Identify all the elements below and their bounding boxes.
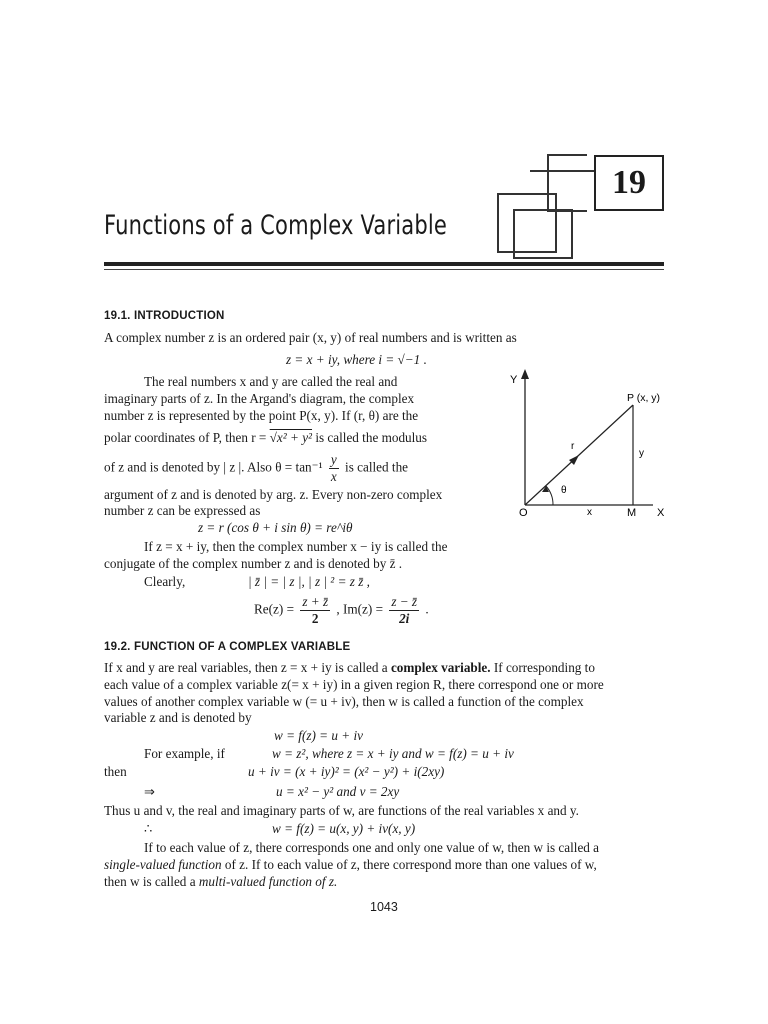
therefore-equation: w = f(z) = u(x, y) + iv(x, y): [272, 821, 416, 836]
function-paragraph-7: [104, 857, 597, 873]
function-paragraph-5: Thus u and v, the real and imaginary parts of w, are functions of the real variables x and y.: [104, 803, 579, 818]
re-denominator: 2: [311, 611, 319, 626]
intro-paragraph-2d: [104, 430, 427, 446]
im-fraction: [389, 594, 419, 627]
function-paragraph-1: [104, 660, 595, 676]
then-label: then: [104, 764, 127, 779]
section-heading-introduction: 19.1. INTRODUCTION: [104, 310, 225, 322]
intro-paragraph-4: argument of z and is denoted by arg. z. Every non-zero complex: [104, 487, 443, 502]
equation-w: w = f(z) = u + iv: [274, 728, 363, 743]
intro-paragraph-7: conjugate of the complex number z and is denoted by z̄ .: [104, 556, 403, 571]
implies-label: ⇒: [144, 784, 156, 799]
re-label: Re(z) =: [254, 601, 295, 617]
im-denominator: 2i: [399, 611, 410, 626]
equation-polar: z = r (cos θ + i sin θ) = re^iθ: [198, 520, 353, 535]
point-m-label: M: [627, 507, 637, 519]
section-heading-function: 19.2. FUNCTION OF A COMPLEX VARIABLE: [104, 641, 351, 653]
intro-paragraph-1: A complex number z is an ordered pair (x, y) of real numbers and is written as: [104, 330, 517, 345]
page-number: 1043: [370, 900, 398, 914]
single-valued-suffix: of z. If to each value of z, there correspond more than one values of w,: [224, 857, 597, 872]
function-paragraph-3: values of another complex variable w (= u + iv), then w is called a function of the complex: [104, 694, 584, 709]
argument-fraction: [329, 452, 339, 485]
point-p-label: P (x, y): [627, 392, 661, 404]
re-fraction: [300, 594, 330, 627]
intro-paragraph-6: If z = x + iy, then the complex number x − iy is called the: [144, 539, 448, 554]
fraction-denominator: x: [330, 469, 337, 484]
y-axis-label: Y: [510, 374, 518, 386]
function-paragraph-6: If to each value of z, there corresponds one and only one value of w, then w is called a: [144, 840, 600, 855]
im-label: , Im(z) =: [336, 601, 384, 617]
argument-suffix: is called the: [345, 459, 409, 475]
intro-paragraph-2b: imaginary parts of z. In the Argand's diagram, the complex: [104, 391, 415, 406]
multi-valued-prefix: then w is called a: [104, 874, 196, 889]
clearly-label: Clearly,: [144, 574, 186, 589]
modulus-suffix: is called the modulus: [315, 430, 428, 445]
title-rule-thick: [104, 262, 664, 266]
modulus-prefix: polar coordinates of P, then r =: [104, 430, 267, 445]
chapter-title: Functions of a Complex Variable: [104, 210, 448, 241]
origin-label: O: [519, 507, 528, 519]
segment-y-label: y: [639, 448, 644, 459]
function-paragraph-2: each value of a complex variable z(= x + iy) in a given region R, there correspond one or more: [104, 677, 604, 692]
intro-paragraph-2c: number z is represented by the point P(x, y). If (r, θ) are the: [104, 408, 419, 423]
function-paragraph-8: [104, 874, 337, 890]
modulus-root: √x² + y²: [269, 430, 313, 445]
complex-variable-prefix: If x and y are real variables, then z = x + iy is called a: [104, 660, 388, 675]
complex-variable-suffix: If corresponding to: [493, 660, 595, 675]
title-rule-thin: [104, 269, 664, 270]
radius-label: r: [571, 441, 575, 452]
intro-paragraph-2a: The real numbers x and y are called the real and: [144, 374, 398, 389]
argand-diagram: [505, 365, 675, 525]
segment-x-label: x: [587, 507, 592, 518]
re-im-equations: [254, 594, 429, 627]
im-numerator: z − z̄: [391, 594, 418, 609]
example-equation: w = z², where z = x + iy and w = f(z) = u + iv: [272, 746, 514, 761]
im-end: .: [425, 601, 429, 617]
equation-z: z = x + iy, where i = √−1 .: [286, 352, 427, 367]
implies-equation: u = x² − y² and v = 2xy: [276, 784, 400, 799]
intro-paragraph-5: number z can be expressed as: [104, 503, 261, 518]
x-axis-label: X: [657, 507, 665, 519]
therefore-label: ∴: [144, 821, 153, 836]
equation-conjugate: | z̄ | = | z |, | z | ² = z z̄ ,: [248, 574, 370, 589]
intro-paragraph-3: [104, 452, 408, 485]
function-paragraph-4: variable z and is denoted by: [104, 710, 252, 725]
argument-prefix: of z and is denoted by | z |. Also θ = tan⁻¹: [104, 459, 323, 475]
chapter-frame-mid: [513, 209, 573, 259]
then-equation: u + iv = (x + iy)² = (x² − y²) + i(2xy): [248, 764, 445, 779]
chapter-frame-connector: [530, 170, 600, 200]
example-label: For example, if: [144, 746, 225, 761]
fraction-numerator: y: [330, 452, 337, 467]
re-numerator: z + z̄: [302, 594, 329, 609]
single-valued-term: single-valued function: [104, 857, 222, 872]
theta-label: θ: [561, 485, 567, 496]
complex-variable-term: complex variable.: [390, 660, 491, 675]
chapter-number: 19: [594, 155, 664, 211]
y-axis-arrow: [521, 369, 529, 379]
multi-valued-term: multi-valued function of z.: [198, 874, 338, 889]
